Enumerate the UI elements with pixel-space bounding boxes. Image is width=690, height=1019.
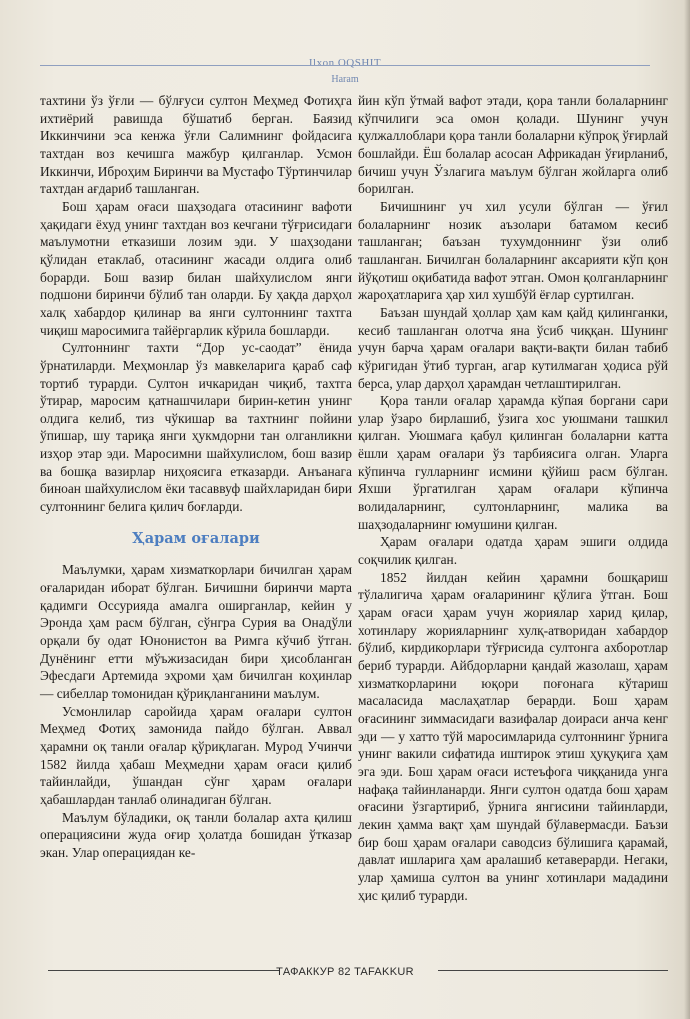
left-paragraph: Бош ҳарам оғаси шаҳзодага отасининг вафоти ҳақидаги ёхуд унинг тахтдан воз кечгани тўғрисидаги маълумотни етказиши лозим эди. У шаҳзодани қўлидан етаклаб, отасининг жасади олдига олиб борарди. Бош вазир билан шайхулислом янги подшони биринчи бўлиб тан оларди. Бу ҳақда дарҳол халқ хабардор қилинар ва янги султоннинг тахтга чиқиш маросимига тайёргарлик кўрила бошларди. bbox=[40, 198, 352, 338]
right-paragraph: йин кўп ўтмай вафот этади, қора танли болаларнинг кўпчилиги эса омон қолади. Шунинг учун қулжаллоблари қора танли болаларни кўпроқ ўғирлай бошлайди. Ёш болалар асосан Африкадан ўғирланиб, бичиш учун Ўзлагига маълум бўлган жойларга олиб борилган. bbox=[358, 93, 668, 197]
header-rule bbox=[40, 65, 650, 66]
right-paragraph: Ҳарам оғалари одатда ҳарам эшиги олдида соқчилик қилган. bbox=[358, 534, 668, 568]
right-paragraph: 1852 йилдан кейин ҳарамни бошқариш тўлалигича ҳарам оғаларининг қўлига ўтган. Бош ҳарам оғаси ҳарам учун жориялар харид қилар, хотинлару жорияларнинг хулқ-атворидан хабардор бўлиб, кирдикорлари тўғрисида султонга ахборотлар бериб турарди. Айбдорларни қандай жазолаш, ҳарам хизматкорларини юқори поғонага кўтариш масаласида маслаҳатлар берарди. Бош ҳарам оғасининг зиммасидаги вазифалар доираси анча кенг эди — у хатто тўй маросимларида султоннинг ўрнига унинг вакили сифатида иштирок этиш ҳуқуқига ҳам эга эди. Бош ҳарам оғаси истеъфога чиққанида унга нафақа тайинланарди. Янги султон одатда бош ҳарам оғасини ўзгартириб, ўрнига янгисини тайинларди, лекин ҳамма вақт ҳам шундай бўлавермасди. Баъзи бир бош ҳарам оғалари саводсиз бўлишига қарамай, давлат ишларига ҳам аралашиб кетаверарди. Негаки, улар ҳамиша султон ва унинг хотинлари мададини ҳис қилиб турарди. bbox=[358, 569, 668, 903]
footer-rule-left bbox=[48, 970, 280, 971]
page-footer bbox=[0, 962, 690, 980]
page-spine-shadow bbox=[684, 0, 690, 1019]
left-paragraph: Султоннинг тахти “Дор ус-саодат” ёнида ўрнатиларди. Меҳмонлар ўз мавкеларига қараб саф тортиб турарди. Султон ичкаридан чиқиб, тахтга ўтирар, маросим қатнашчилари бирин-кетин унинг олдига келиб, тиз чўкишар ва тахтнинг пойини ўпишар, шу тариқа янги ҳукмдорни тан олганликни изҳор этар эди. Маросимни шайхулислом, бош вазир ва бошқа вазирлар ниҳоясига етказарди. Анъанага биноан шайхулислом ёки тасаввуф шайхларидан бири султоннинг белига қилич боғларди. bbox=[40, 340, 352, 515]
footer-label: ТАФАККУР 82 TAFAKKUR bbox=[276, 966, 414, 978]
section-heading: Ҳарам оғалари bbox=[132, 529, 260, 547]
right-column bbox=[358, 92, 668, 904]
left-paragraph: тахтини ўз ўғли — бўлғуси султон Меҳмед Фотиҳга ихтиёрий равишда бўшатиб берган. Баязид Иккинчини эса кенжа ўғли Салимнинг фойдасига тахтдан воз кечишга мажбур қилганлар. Усмон Иккинчи, Иброҳим Биринчи ва Мустафо Тўртинчилар тахтдан ағдариб ташланган. bbox=[40, 93, 352, 197]
right-paragraph: Баъзан шундай ҳоллар ҳам кам қайд қилинганки, кесиб ташланган олотча яна ўсиб чиққан. Шунинг учун барча ҳарам оғалари вақти-вақти билан табиб кўригидан ўтиб турган, агар кутилмаган ҳодиса рўй берса, улар дарҳол ҳарамдан четлаштирилган. bbox=[358, 304, 668, 391]
running-header bbox=[0, 53, 690, 85]
section-name: Haram bbox=[331, 74, 359, 85]
left-paragraph: Маълум бўладики, оқ танли болалар ахта қилиш операциясини жуда оғир ҳолатда бошидан ўтказар экан. Улар операциядан ке- bbox=[40, 809, 352, 860]
right-paragraph: Қора танли оғалар ҳарамда кўпая боргани сари улар ўзаро бирлашиб, ўзига хос уюшмани ташкил қилган. Уюшмага қабул қилинган болаларни катта ёшли ҳарам оғалари ўз тарбиясига олган. Уларга кўпинча гулларнинг исмини қўйиш расм бўлган. Яхши ўргатилган ҳарам оғалари кўпинча волидаларнинг, султонларнинг, малика ва шаҳзодаларнинг юмушини қилган. bbox=[358, 393, 668, 532]
left-paragraph: Маълумки, ҳарам хизматкорлари бичилган ҳарам оғаларидан иборат бўлган. Бичишни биринчи марта қадимги Оссурияда амалга оширганлар, кейин у Эронда ҳам расм бўлган, сўнгра Сурия ва Онадўли орқали бу одат Юнонистон ва Римга кўчиб ўтган. Дунёнинг етти мўъжизасидан бири ҳисобланган Эфесдаги Артемида эҳроми ҳам бичилган коҳинлар — сибеллар томонидан қўриқланганини маълум. bbox=[40, 562, 352, 701]
left-column bbox=[40, 92, 352, 862]
footer-rule-right bbox=[438, 970, 668, 971]
left-paragraph: Усмонлилар саройида ҳарам оғалари султон Меҳмед Фотиҳ замонида пайдо бўлган. Аввал ҳарамни оқ танли оғалар қўриқлаган. Мурод Учинчи 1582 йилда ҳабаш Меҳмедни ҳарам оғаси қилиб тайинлайди, ўшандан сўнг ҳарам оғалари ҳабашлардан танлаб олинадиган бўлган. bbox=[40, 703, 352, 807]
right-paragraph: Бичишнинг уч хил усули бўлган — ўғил болаларнинг нозик аъзолари батамом кесиб ташланган; баъзан тухумдоннинг ўзи олиб ташланган. Бичилган болаларнинг аксарияти кўп қон йўқотиш оқибатида вафот этган. Омон қолганларнинг жароҳатларига ҳар хил хушбўй ёғлар суртилган. bbox=[358, 198, 668, 303]
author-name: Ilxon OQSHIT bbox=[308, 57, 382, 69]
